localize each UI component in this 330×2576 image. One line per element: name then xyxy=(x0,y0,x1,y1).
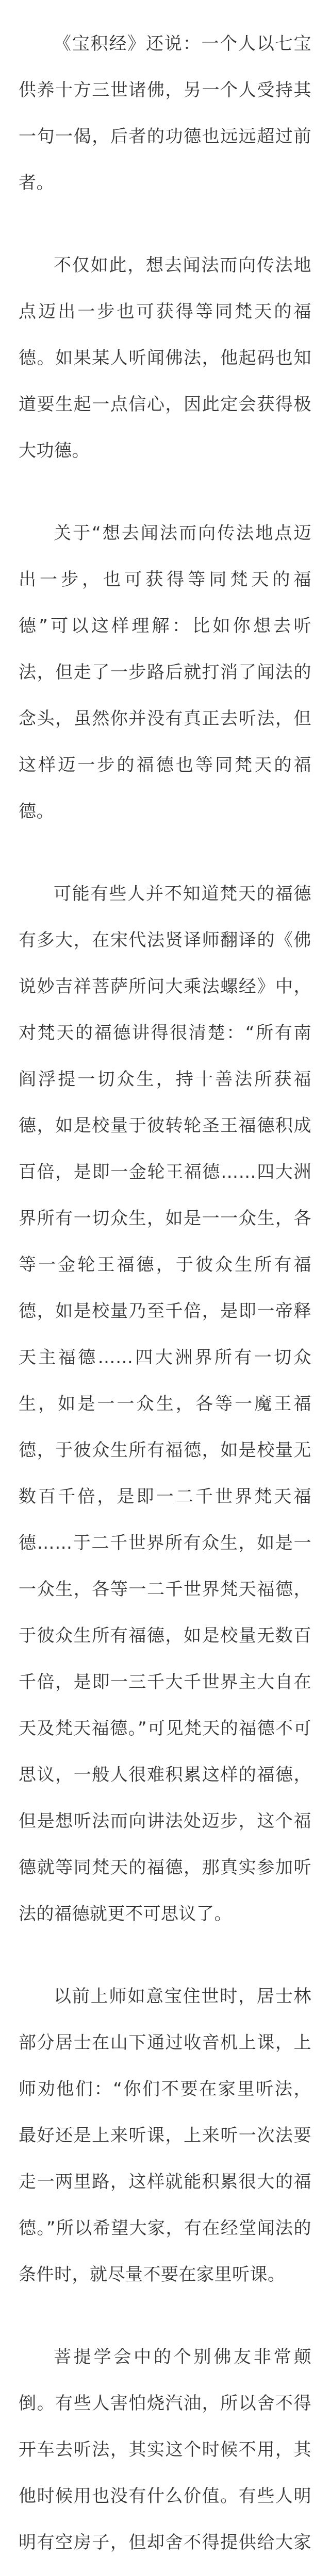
paragraph-explanation: 关于“想去闻法而向传法地点迈出一步，也可获得等同梵天的福德”可以这样理解：比如你想去听法，但走了一步路后就打消了闻法的念头，虽然你并没有真正去听法，但这样迈一步的福德也等同梵天的福德。 xyxy=(19,523,311,822)
paragraph-baojijing: 《宝积经》还说：一个人以七宝供养十方三世诸佛，另一个人受持其一句一偈，后者的功德也远远超过前者。 xyxy=(19,33,311,193)
paragraph-brahma-merit: 可能有些人并不知道梵天的福德有多大，在宋代法贤译师翻译的《佛说妙吉祥菩萨所问大乘法螺经》中，对梵天的福德讲得很清楚：“所有南阎浮提一切众生，持十善法所获福德，如是校量于彼转轮圣王福德积成百倍，是即一金轮王福德……四大洲界所有一切众生，如是一一众生，各等一金轮王福德，于彼众生所有福德，如是校量乃至千倍，是即一帝释天主福德……四大洲界所有一切众生，如是一一众生，各等一魔王福德，于彼众生所有福德，如是校量无数百千倍，是即一二千世界梵天福德……于二千世界所有众生，如是一一众生，各等一二千世界梵天福德，于彼众生所有福德，如是校量无数百千倍，是即一三千大千世界主大自在天及梵天福德。”可见梵天的福德不可思议，一般人很难积累这样的福德，但是想听法而向讲法处迈步，这个福德就等同梵天的福德，那真实参加听法的福德就更不可思议了。 xyxy=(19,884,311,1924)
paragraph-study-group: 菩提学会中的个别佛友非常颠倒。有些人害怕烧汽油，所以舍不得开车去听法，其实这个时候不用，其他时候用也没有什么价值。有些人明明有空房子，但却舍不得提供给大家 xyxy=(19,2347,311,2553)
paragraph-guru-advice: 以前上师如意宝住世时，居士林部分居士在山下通过收音机上课，上师劝他们：“你们不要在家里听法，最好还是上来听课，上来听一次法要走一两里路，这样就能积累很大的福德。”所以希望大家，有在经堂闻法的条件时，就尽量不要在家里听课。 xyxy=(19,1986,311,2285)
paragraph-step-merit: 不仅如此，想去闻法而向传法地点迈出一步也可获得等同梵天的福德。如果某人听闻佛法，他起码也知道要生起一点信心，因此定会获得极大功德。 xyxy=(19,255,311,461)
